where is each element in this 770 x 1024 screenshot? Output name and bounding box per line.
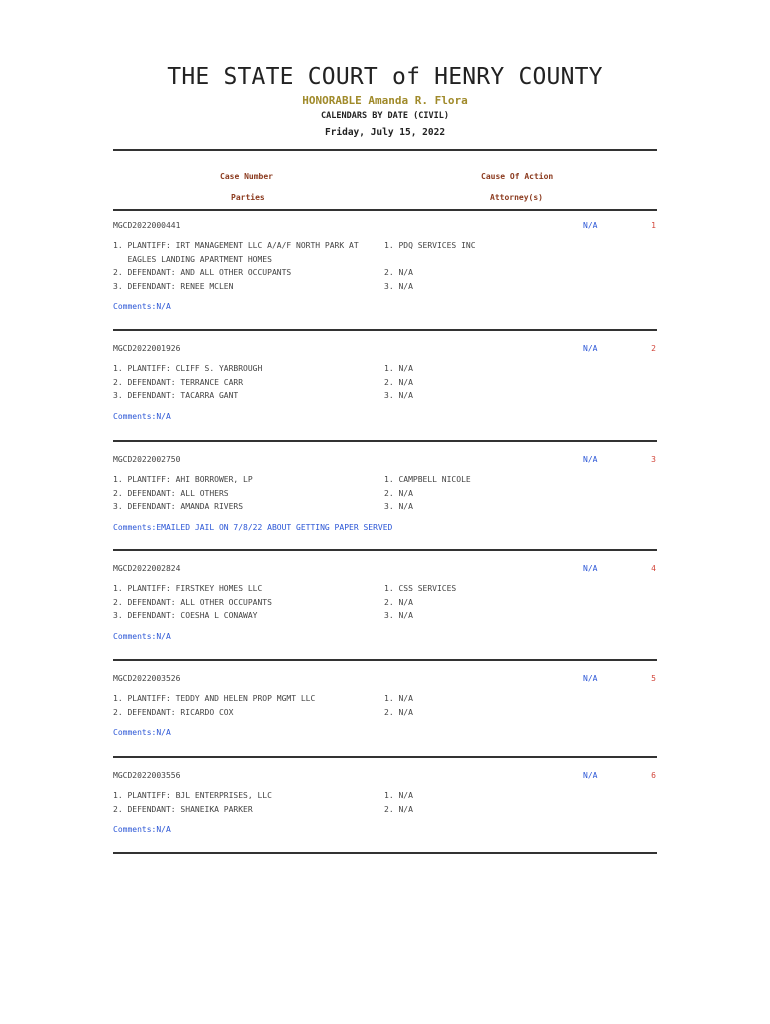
attorney-line: 2. N/A [384,707,413,717]
comments-text: Comments:N/A [113,728,171,738]
cause-of-action: N/A [583,674,598,683]
calendar-date: Friday, July 15, 2022 [324,127,446,138]
case-divider [113,329,657,331]
case-number: MGCD2022002824 [113,564,181,573]
party-line: 2. DEFENDANT: SHANEIKA PARKER [113,804,253,814]
case-number: MGCD2022003526 [113,674,181,683]
party-line: 1. PLANTIFF: CLIFF S. YARBROUGH [113,364,263,373]
judge-name: HONORABLE Amanda R. Flora [302,94,468,107]
comments-text: Comments:N/A [113,302,171,312]
party-line: 2. DEFENDANT: TERRANCE CARR [113,377,244,387]
attorney-line: 2. N/A [384,268,413,278]
party-line: 3. DEFENDANT: AMANDA RIVERS [113,502,244,512]
party-line: 1. PLANTIFF: TEDDY AND HELEN PROP MGMT LLC [113,694,316,703]
comments-text: Comments:N/A [113,411,171,421]
attorney-line: 3. N/A [384,502,413,512]
party-line: 1. PLANTIFF: IRT MANAGEMENT LLC A/A/F NORTH PARK AT [113,241,359,250]
case-number: MGCD2022002750 [113,455,181,464]
party-line: 1. PLANTIFF: BJL ENTERPRISES, LLC [113,791,272,800]
case-number: MGCD2022001926 [113,344,181,353]
parties-heading: Parties [231,193,265,202]
attorney-line: 2. N/A [384,377,413,387]
attorney-line: 1. CSS SERVICES [384,584,457,593]
footer-rule [113,852,657,854]
court-title: THE STATE COURT of HENRY COUNTY [167,64,603,90]
case-number-heading: Case Number [220,172,273,181]
comments-text: Comments:N/A [113,825,171,835]
party-line: 1. PLANTIFF: FIRSTKEY HOMES LLC [113,584,263,593]
case-index: 1 [651,221,656,230]
party-line: 2. DEFENDANT: ALL OTHERS [113,488,229,498]
attorney-line: 1. N/A [384,791,413,800]
case-number: MGCD2022000441 [113,221,181,230]
party-line: 3. DEFENDANT: COESHA L CONAWAY [113,611,258,621]
cause-of-action: N/A [583,221,598,230]
case-index: 6 [651,771,656,780]
cause-of-action: N/A [583,564,598,573]
column-header-rule [113,209,657,211]
attorney-line: 2. N/A [384,488,413,498]
cause-of-action: N/A [583,771,598,780]
cause-of-action: N/A [583,455,598,464]
cause-heading: Cause Of Action [481,172,554,181]
attorney-line: 3. N/A [384,611,413,621]
party-line: EAGLES LANDING APARTMENT HOMES [113,254,272,264]
attorney-line: 1. PDQ SERVICES INC [384,241,476,250]
case-divider [113,659,657,661]
calendar-title: CALENDARS BY DATE (CIVIL) [321,111,449,121]
party-line: 3. DEFENDANT: TACARRA GANT [113,391,239,401]
attorney-line: 2. N/A [384,597,413,607]
cause-of-action: N/A [583,344,598,353]
attorney-line: 3. N/A [384,391,413,401]
case-divider [113,549,657,551]
attorney-line: 2. N/A [384,804,413,814]
party-line: 2. DEFENDANT: RICARDO COX [113,707,234,717]
case-divider [113,756,657,758]
case-index: 2 [651,344,656,353]
party-line: 2. DEFENDANT: AND ALL OTHER OCCUPANTS [113,268,292,278]
comments-text: Comments:N/A [113,631,171,641]
header-rule [113,149,657,151]
case-index: 5 [651,674,656,683]
party-line: 1. PLANTIFF: AHI BORROWER, LP [113,475,253,484]
case-number: MGCD2022003556 [113,771,181,780]
case-divider [113,440,657,442]
attorneys-heading: Attorney(s) [490,193,543,202]
attorney-line: 3. N/A [384,281,413,291]
attorney-line: 1. N/A [384,364,413,373]
party-line: 3. DEFENDANT: RENEE MCLEN [113,281,234,291]
party-line: 2. DEFENDANT: ALL OTHER OCCUPANTS [113,597,272,607]
case-index: 4 [651,564,656,573]
comments-text: Comments:EMAILED JAIL ON 7/8/22 ABOUT GETTING PAPER SERVED [113,522,393,532]
attorney-line: 1. CAMPBELL NICOLE [384,475,471,484]
attorney-line: 1. N/A [384,694,413,703]
case-index: 3 [651,455,656,464]
